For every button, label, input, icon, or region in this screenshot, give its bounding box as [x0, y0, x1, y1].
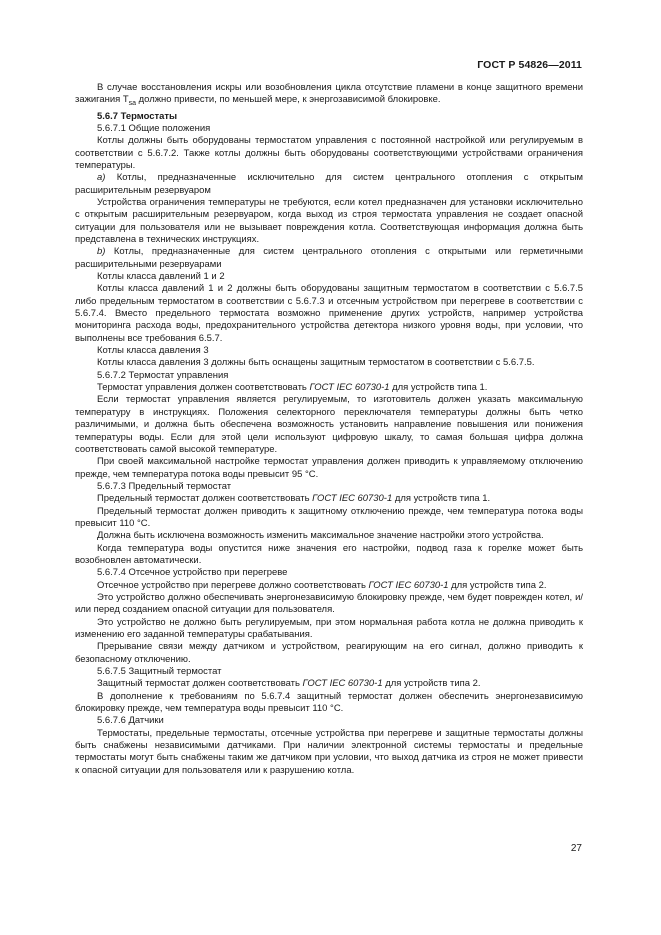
subsection-heading: 5.6.7.4 Отсечное устройство при перегреве — [97, 567, 288, 579]
paragraph: Это устройство должно обеспечивать энергонезависимую блокировку прежде, чем будет поврежден котел, и/или перед созданием опасной ситуации для пользователя. — [75, 591, 583, 616]
paragraph: Когда температура воды опустится ниже значения его настройки, подвод газа к горелке может быть возобновлен автоматически. — [75, 542, 583, 566]
list-marker: b) — [97, 246, 106, 258]
paragraph-text: Предельный термостат должен соответствовать — [97, 493, 313, 505]
section-heading: 5.6.7 Термостаты — [97, 110, 178, 122]
list-marker: a) — [97, 172, 106, 184]
paragraph-text: Котлы, предназначенные для систем центрального отопления с открытыми или герметичными расширительными резервуарами — [75, 246, 583, 270]
paragraph: Прерывание связи между датчиком и устройством, реагирующим на его сигнал, должно приводить к безопасному отключению. — [75, 641, 583, 665]
paragraph-text: Защитный термостат должен соответствовать — [97, 678, 303, 690]
paragraph: Термостаты, предельные термостаты, отсечные устройства при перегреве и защитные термостаты должны быть снабжены независимыми датчиками. При наличии электронной системы термостаты и предельные термостаты могут быть снабжены таким же датчиком при условии, что выход датчика из строя не может привести к опасной ситуации для пользователя или к разрушению котла. — [75, 727, 583, 776]
paragraph-text: для устройств типа 1. — [389, 382, 488, 394]
page-body — [75, 82, 583, 777]
paragraph: Предельный термостат должен приводить к защитному отключению прежде, чем температура потока воды превысит 110 °С. — [75, 505, 583, 529]
paragraph-text: для устройств типа 1. — [392, 493, 491, 505]
paragraph-text: должно привести, по меньшей мере, к энергозависимой блокировке. — [136, 94, 441, 106]
paragraph: Устройства ограничения температуры не требуются, если котел предназначен для установки исключительно с открытым расширительным резервуаром, когда выход из строя термостата управления не создает опасной ситуации для пользователя или не вызывает повреждения котла. Соответствующая информация должна быть представлена в технических инструкциях. — [75, 196, 583, 246]
subsection-heading: 5.6.7.5 Защитный термостат — [97, 666, 222, 678]
paragraph: Это устройство не должно быть регулируемым, при этом нормальная работа котла не должна приводить к изменению его заданной температуры срабатывания. — [75, 616, 583, 641]
standard-reference: ГОСТ IEC 60730-1 — [368, 579, 449, 591]
subsection-heading: 5.6.7.2 Термостат управления — [97, 369, 229, 381]
paragraph-text: Котлы, предназначенные исключительно для систем центрального отопления с открытым расширительным резервуаром — [75, 172, 583, 196]
paragraph — [75, 82, 583, 111]
standard-reference: ГОСТ IEC 60730-1 — [312, 493, 393, 505]
standard-reference: ГОСТ IEC 60730-1 — [302, 678, 383, 690]
paragraph-text: Отсечное устройство при перегреве должно соответствовать — [97, 579, 369, 591]
paragraph: В дополнение к требованиям по 5.6.7.4 защитный термостат должен обеспечить энергонезависимую блокировку прежде, чем температура воды превысит 110 °С. — [75, 690, 583, 715]
paragraph: Должна быть исключена возможность изменить максимальное значение настройки этого устройства. — [97, 530, 544, 542]
page-number: 27 — [570, 843, 582, 854]
document-code: ГОСТ Р 54826—2011 — [477, 59, 582, 71]
subscript: sa — [128, 100, 137, 108]
paragraph — [75, 493, 583, 505]
paragraph: При своей максимальной настройке термостат управления должен приводить к управляемому отключению прежде, чем температура потока воды превысит 95 °С. — [75, 456, 583, 480]
paragraph: Котлы класса давления 3 — [97, 345, 209, 357]
paragraph: Котлы класса давлений 1 и 2 — [97, 271, 225, 283]
paragraph: Котлы должны быть оборудованы термостатом управления с постоянной настройкой или регулируемым в соответствии с 5.6.7.2. Также котлы должны быть оборудованы соответствующими устройствами ограничения температуры. — [75, 135, 583, 171]
paragraph: Котлы класса давления 3 должны быть оснащены защитным термостатом в соответствии с 5.6.7.5. — [97, 357, 535, 369]
paragraph-text: для устройств типа 2. — [382, 678, 481, 690]
paragraph-text: для устройств типа 2. — [448, 579, 547, 591]
paragraph — [75, 246, 583, 271]
paragraph — [75, 678, 583, 690]
paragraph-text: В случае восстановления искры или возобновления цикла отсутствие пламени в конце защитного времени зажигания T — [75, 82, 583, 106]
paragraph — [75, 382, 583, 394]
subsection-heading: 5.6.7.1 Общие положения — [97, 122, 211, 134]
paragraph: Если термостат управления является регулируемым, то изготовитель должен указать максимальную температуру в инструкциях. Положения селекторного переключателя температуры должны быть четко различимыми, и должна быть обеспечена возможность установить направление повышения или понижения температуры воды. Если для этой цели используют цифровую шкалу, то самая большая цифра должна соответствовать самой высокой температуре. — [75, 394, 583, 455]
paragraph — [75, 580, 583, 592]
paragraph — [75, 172, 583, 197]
paragraph: Котлы класса давлений 1 и 2 должны быть оборудованы защитным термостатом в соответствии с 5.6.7.5 либо предельным термостатом в соответствии с 5.6.7.3 и отсечным устройством при перегреве в соответствии с 5.6.7.4. Вместо предельного термостата возможно применение других устройств, например устройства мониторинга расхода воды, предохранительного устройства детектора низкого уровня воды, при условии, что выполнены все требования 6.5.7. — [75, 283, 583, 344]
paragraph-text: Термостат управления должен соответствовать — [97, 382, 310, 394]
subsection-heading: 5.6.7.6 Датчики — [97, 715, 164, 727]
subsection-heading: 5.6.7.3 Предельный термостат — [97, 480, 232, 492]
standard-reference: ГОСТ IEC 60730-1 — [309, 382, 390, 394]
